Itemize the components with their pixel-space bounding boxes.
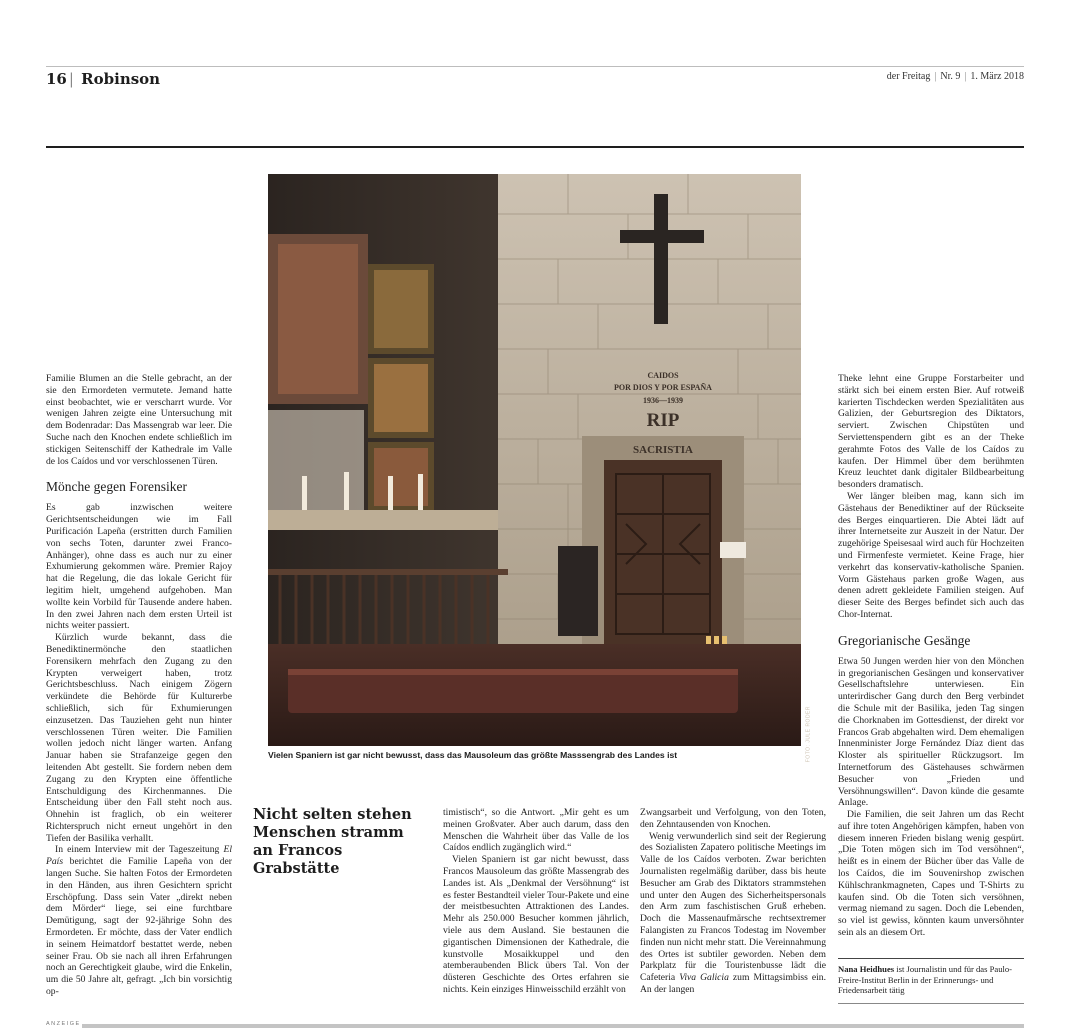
article-column-1 — [46, 373, 232, 998]
article-column-3 — [443, 807, 629, 996]
author-description: ist Journalistin und für das Paulo-Freire-Institut Berlin in der Erinnerungs- und Friedensarbeit tätig — [838, 964, 1013, 995]
railing-top — [268, 569, 508, 575]
pull-quote: Nicht selten stehen Menschen stramm an Francos Grabstätte — [253, 806, 412, 877]
header-main-rule — [46, 146, 1024, 148]
author-name: Nana Heidhues — [838, 964, 895, 974]
paragraph: In einem Interview mit der Tageszeitung El País berichtet die Familie Lapeña von der langen Suche. Sie halten Fotos der Ermordeten in den Händen, aus ihren Gesichtern spricht Erschöpfung. Dass sein Vater „direkt neben dem Mörder“ liege, sei eine furchtbare Demütigung, sagt der 92-jährige Sohn des Ermordeten. Er möchte, dass der Vater endlich in seinem Heimatdorf bestattet werde, neben seiner Frau. Ob sie nach all ihren Erfahrungen noch an Gerechtigkeit glaube, wird die Enkelin, um die 50 Jahre alt, gefragt. „Ich bin vorsichtig op- — [46, 844, 232, 998]
page-number: 16 — [46, 70, 67, 88]
photo-credit: FOTO: JULE RODER — [805, 706, 811, 763]
article-column-4 — [640, 807, 826, 996]
svg-text:CAIDOS: CAIDOS — [647, 371, 679, 380]
candle-stand — [558, 546, 598, 636]
article-column-5 — [838, 373, 1024, 939]
paragraph: Es gab inzwischen weitere Gerichtsentscheidungen wie im Fall Purificación Lapeña (erstritten durch Familien von sechs Toten, darunter zwei Franco-Anhänger), ohne dass es auch nur zu einer Exhumierung gekommen wäre. Premier Rajoy hat die Regelung, die das lokale Gericht für legitim hielt, umgehend aufgehoben. Man wollte kein Vorbild für Tausende andere haben. In den zwei Jahren nach dem ersten Urteil ist nichts weiter passiert. — [46, 502, 232, 632]
author-bio — [838, 964, 1024, 996]
paragraph: Wer länger bleiben mag, kann sich im Gästehaus der Benediktiner auf der Rückseite des Berges einquartieren. Die Abtei lädt auf ihrer Internetseite zur Auszeit in der Natur. Der zugehörige Speisesaal wird auch für Hochzeiten und Firmenfeste vermietet. Keine Frage, hier verkehrt das konservativ-katholische Spanien. Vorm Gästehaus parken große Wagen, aus denen adrett gekleidete Familien steigen. Auf dieser Seite des Berges befindet sich auch das Chor-Internat. — [838, 490, 1024, 620]
ad-label: ANZEIGE — [46, 1021, 81, 1027]
bio-bottom-rule — [838, 1003, 1024, 1004]
paragraph: Etwa 50 Jungen werden hier von den Mönchen in gregorianischen Gesängen und konservativer Gesellschaftslehre unterwiesen. Ein unterirdischer Gang durch den Berg verbindet die Schule mit der Basilika, jeden Tag singen die Chorknaben im Gottesdienst, der direkt vor Francos Grab abgehalten wird. Dem ehemaligen Innenminister Jorge Fernández Díaz dient das Kloster als spiritueller Rückzugsort. Im Internetforum des Gästehauses schwärmen Besucher von „Frieden und Versöhnungswillen“. Davon künde die gesamte Anlage. — [838, 655, 1024, 809]
newspaper-name: El País — [46, 844, 232, 868]
paragraph: Familie Blumen an die Stelle gebracht, an der sie den Ermordeten vermutete. Jemand hatte einst beobachtet, wie er verscharrt wurde. Vor wenigen Jahren zeigte eine Untersuchung mit dem Bodenradar: Das Massengrab war leer. Die Suche nach den Knochen endete schließlich im stickigen Seitenschiff der Kathedrale im Valle de los Caídos und vor verschlossenen Türen. — [46, 373, 232, 467]
header-top-rule — [46, 66, 1024, 67]
altar-table — [268, 510, 498, 530]
issue-number: Nr. 9 — [940, 71, 961, 82]
svg-text:RIP: RIP — [646, 410, 680, 431]
publication-name: der Freitag — [886, 71, 931, 82]
page-header-left — [46, 70, 160, 88]
svg-text:1936—1939: 1936—1939 — [643, 396, 683, 405]
section-title: Robinson — [81, 70, 161, 88]
bio-top-rule — [838, 958, 1024, 959]
paragraph: Die Familien, die seit Jahren um das Recht auf ihre toten Angehörigen kämpfen, haben von diesem inneren Frieden bislang wenig gespürt. „Die Toten mögen sich im Tod versöhnen“, heißt es in einem der Bücher über das Valle de los Caídos, die im Souvenirshop zwischen Kühlschrankmagneten, Capes und T-Shirts zu kaufen sind. Ob die Toten sich versöhnen, vermag niemand zu sagen. Doch die Lebenden, so viel ist gewiss, könnten kaum unversöhnter sein als an diesem Ort. — [838, 809, 1024, 939]
altar-wall — [268, 410, 364, 510]
svg-text:POR DIOS Y POR ESPAÑA: POR DIOS Y POR ESPAÑA — [614, 383, 712, 392]
photo-caption: Vielen Spaniern ist gar nicht bewusst, dass das Mausoleum das größte Masssengrab des Landes ist — [268, 750, 678, 760]
paragraph: Vielen Spaniern ist gar nicht bewusst, dass Francos Mausoleum das größte Massengrab des Landes ist. Als „Denkmal der Versöhnung“ ist es fester Bestandteil vieler Tour-Pakete und eine der meistbesuchten Attraktionen des Landes. Mehr als 250.000 Besucher kommen jährlich, viele aus dem Ausland. Sie bestaunen die gigantischen Dimensionen der Kathedrale, die kunstvolle Mosaikkuppel und den atemberaubenden Blick übers Tal. Von der düsteren Geschichte des Ortes erfahren sie nichts. Kein einziges Hinweisschild erzählt von — [443, 854, 629, 995]
paragraph: Theke lehnt eine Gruppe Forstarbeiter und stärkt sich bei einem ersten Bier. Auf rotweiß karierten Tischdecken werden Spezialitäten aus Galizien, der Geburtsregion des Diktators, serviert. Zwischen Chipstüten und Serviettenspendern gibt es an der Theke gerahmte Fotos des Valle de los Caídos zu kaufen. Der Himmel über dem berühmten Kreuz leuchtet dank digitaler Bildbearbeitung besonders dramatisch. — [838, 373, 1024, 491]
issue-date: 1. März 2018 — [970, 71, 1024, 82]
paragraph: Zwangsarbeit und Verfolgung, von den Toten, den Zehntausenden von Knochen. — [640, 807, 826, 830]
wooden-bench — [288, 669, 738, 713]
subheading: Gregorianische Gesänge — [838, 632, 971, 648]
door-notice — [720, 542, 746, 558]
paragraph: Wenig verwunderlich sind seit der Regierung des Sozialisten Zapatero politische Meetings im Valle de los Caídos verboten. Zwar berichten Journalisten regelmäßig darüber, dass bis heute Besucher am Grab des Diktators strammstehen und unter den Augen des Sicherheitspersonals den Arm zum faschistischen Gruß erheben. Doch die Massenaufmärsche rechtsextremer Falangisten zu Francos Todestag im November finden nun nicht mehr statt. Die Vereinnahmung des Ortes ist subtiler geworden. Neben dem Parkplatz für die Touristenbusse lädt die Cafeteria Viva Galicia zum Mittagsimbiss ein. An der langen — [640, 830, 826, 995]
header-separator: | — [68, 70, 74, 88]
candle-lights — [706, 636, 727, 644]
chapel-illustration — [268, 174, 801, 746]
subheading: Mönche gegen Forensiker — [46, 479, 187, 495]
paragraph: Kürzlich wurde bekannt, dass die Benediktinermönche den staatlichen Forensikern mehrfach den Zugang zu den Krypten verweigert haben, trotz Gerichtsbeschluss. Nach einigem Zögern verkündete die Behörde für Kulturerbe schließlich, sich für Exhumierungen einzusetzen. Das Tauziehen geht nun hinter verschlossenen Türen weiter. Die Familien wollen jedoch nicht länger warten. Anfang Januar haben sie Strafanzeige gegen den leitenden Abt gestellt. Sie fordern neben dem Zugang zu den Krypten eine öffentliche Entschuldigung des Kirchenmannes. Die Entscheidung über den Fall steht noch aus. Ohnehin ist fraglich, ob ein weiterer Richterspruch nicht erneut ungehört in den Tiefen der Basilika verhallt. — [46, 632, 232, 844]
paragraph: timistisch“, so die Antwort. „Mir geht es um meinen Großvater. Aber auch darum, dass den Menschen die Wahrheit über das Valle de los Caídos endlich zugänglich wird.“ — [443, 807, 629, 854]
cafeteria-name: Viva Galicia — [679, 972, 729, 984]
sacristia-sign: SACRISTIA — [633, 444, 693, 456]
ad-strip — [82, 1024, 1024, 1028]
publication-info: der Freitag | Nr. 9 | 1. März 2018 — [886, 71, 1024, 82]
